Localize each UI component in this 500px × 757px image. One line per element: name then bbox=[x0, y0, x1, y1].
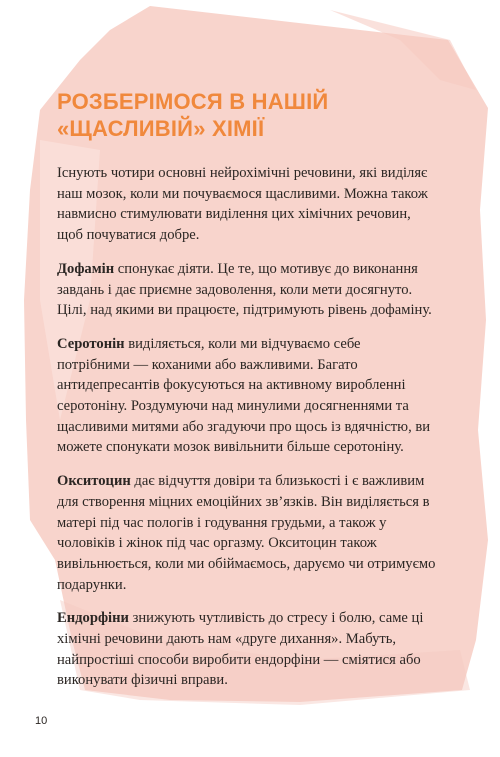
serotonin-paragraph bbox=[57, 334, 437, 458]
dopamine-paragraph bbox=[57, 259, 437, 321]
intro-paragraph: Існують чотири основні нейрохімічні речовини, які виділяє наш мозок, коли ми почуваємося щасливими. Можна також навмисно стимулювати виділення цих хімічних речовин, щоб почуватися добре. bbox=[57, 165, 428, 244]
serotonin-text: виділяється, коли ми відчуваємо себе потрібними — коханими або важливими. Багато антидепресантів фокусуються на активному виробленні серотоніну. Роздумуючи над минулими досягненнями та щасливими митями або згадуючи про щось із вдячністю, ви можете спонукати мозок вивільнити більше серотоніну. bbox=[57, 335, 431, 456]
endorphins-paragraph bbox=[57, 608, 437, 691]
article bbox=[57, 88, 437, 704]
term-serotonin: Серотонін bbox=[57, 335, 125, 352]
term-endorphins: Ендорфіни bbox=[57, 610, 129, 627]
oxytocin-text: дає відчуття довіри та близькості і є важливим для створення міцних емоційних зв’язків. Він виділяється в матері під час пологів і годування грудьми, а також у чоловіків і жінок під час оргазму. Окситоцин також вивільнюється, коли ми обіймаємось, даруємо чи отримуємо подарунки. bbox=[57, 473, 436, 593]
section-title-line-2: «ЩАСЛИВІЙ» ХІМІЇ bbox=[57, 116, 265, 141]
dopamine-text: спонукає діяти. Це те, що мотивує до виконання завдань і дає приємне задоволення, коли мети досягнуто. Цілі, над якими ви працюєте, підтримують рівень дофаміну. bbox=[57, 260, 432, 319]
section-title-line-1: РОЗБЕРІМОСЯ В НАШІЙ bbox=[57, 89, 329, 114]
oxytocin-paragraph bbox=[57, 471, 437, 595]
term-oxytocin: Окситоцин bbox=[57, 473, 131, 490]
term-dopamine: Дофамін bbox=[57, 260, 115, 277]
page-number: 10 bbox=[35, 715, 48, 727]
section-title bbox=[57, 88, 357, 142]
endorphins-text: знижують чутливість до стресу і болю, саме ці хімічні речовини дають нам «друге дихання». Мабуть, найпростіші способи виробити ендорфіни — сміятися або виконувати фізичні вправи. bbox=[57, 610, 424, 689]
